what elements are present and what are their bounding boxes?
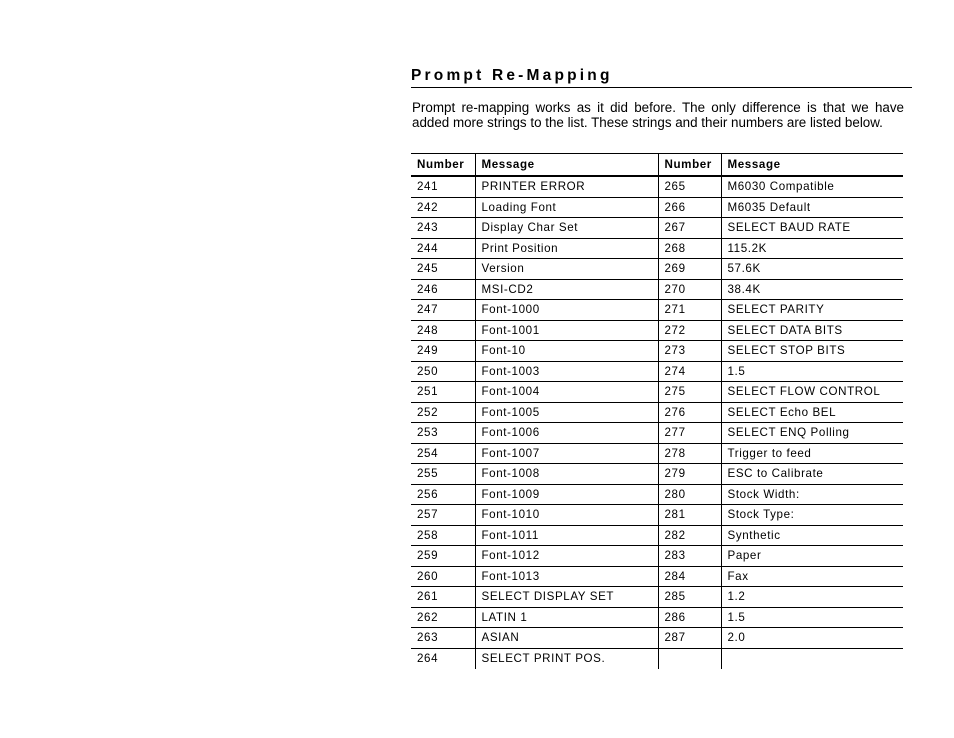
intro-paragraph: Prompt re-mapping works as it did before. The only difference is that we have added more strings to the list. These strings and their numbers are listed below.	[412, 100, 904, 130]
cell-number-right: 285	[658, 587, 721, 608]
cell-message-left: Font-1008	[475, 464, 658, 485]
cell-message-left: Display Char Set	[475, 218, 658, 239]
cell-number-left: 253	[411, 423, 475, 444]
cell-message-left: Font-1006	[475, 423, 658, 444]
cell-number-left: 249	[411, 341, 475, 362]
cell-number-left: 243	[411, 218, 475, 239]
cell-message-left: Font-1012	[475, 546, 658, 567]
cell-message-right: 2.0	[721, 628, 903, 649]
cell-message-right: ESC to Calibrate	[721, 464, 903, 485]
cell-message-right: Stock Width:	[721, 484, 903, 505]
cell-number-right: 282	[658, 525, 721, 546]
table-row	[411, 238, 903, 259]
cell-number-right: 279	[658, 464, 721, 485]
cell-message-left: Print Position	[475, 238, 658, 259]
cell-number-right: 284	[658, 566, 721, 587]
cell-message-right: Stock Type:	[721, 505, 903, 526]
cell-number-left: 264	[417, 652, 439, 665]
cell-number-left: 241	[411, 176, 475, 197]
cell-number-right: 274	[658, 361, 721, 382]
header-message-right: Message	[721, 154, 903, 177]
title-rule	[411, 87, 912, 88]
header-number-left: Number	[411, 154, 475, 177]
table-row	[411, 464, 903, 485]
table-row	[411, 320, 903, 341]
cell-number-right: 273	[658, 341, 721, 362]
cell-message-left: Font-1007	[475, 443, 658, 464]
cell-message-right: SELECT PARITY	[721, 300, 903, 321]
cell-message-left: Font-1003	[475, 361, 658, 382]
cell-message-left: Font-1005	[475, 402, 658, 423]
cell-number-right: 275	[658, 382, 721, 403]
cell-message-right: SELECT FLOW CONTROL	[721, 382, 903, 403]
cell-message-right: Trigger to feed	[721, 443, 903, 464]
cell-message-left: Font-1010	[475, 505, 658, 526]
cell-number-left: 262	[411, 607, 475, 628]
table-row	[411, 505, 903, 526]
table-row	[411, 546, 903, 567]
cell-message-right: 115.2K	[721, 238, 903, 259]
cell-message-right: SELECT DATA BITS	[721, 320, 903, 341]
section-title: Prompt Re-Mapping	[411, 67, 613, 84]
cell-message-left: Font-1000	[475, 300, 658, 321]
cell-number-right: 286	[658, 607, 721, 628]
table-row	[411, 566, 903, 587]
cell-number-right: 276	[658, 402, 721, 423]
cell-number-right: 272	[658, 320, 721, 341]
cell-number-left: 248	[411, 320, 475, 341]
table-row	[411, 443, 903, 464]
header-number-right: Number	[658, 154, 721, 177]
table-row	[411, 218, 903, 239]
cell-number-left: 246	[411, 279, 475, 300]
cell-message-left: ASIAN	[475, 628, 658, 649]
cell-number-left: 250	[411, 361, 475, 382]
table-row	[411, 279, 903, 300]
cell-number-right: 265	[658, 176, 721, 197]
cell-number-left: 251	[411, 382, 475, 403]
header-message-left: Message	[475, 154, 658, 177]
cell-number-right: 268	[658, 238, 721, 259]
cell-number-right: 280	[658, 484, 721, 505]
cell-number-left: 259	[411, 546, 475, 567]
cell-message-right: 57.6K	[721, 259, 903, 280]
cell-message-left: Font-1001	[475, 320, 658, 341]
cell-message-left: Loading Font	[475, 197, 658, 218]
cell-number-left: 244	[411, 238, 475, 259]
table-row	[411, 525, 903, 546]
cell-message-left: Font-10	[475, 341, 658, 362]
table-row	[411, 484, 903, 505]
cell-number-right: 283	[658, 546, 721, 567]
cell-number-right: 281	[658, 505, 721, 526]
table-row	[411, 176, 903, 197]
cell-message-right: Fax	[721, 566, 903, 587]
cell-message-left: Font-1009	[475, 484, 658, 505]
table-row	[411, 587, 903, 608]
cell-message-left: SELECT DISPLAY SET	[475, 587, 658, 608]
cell-message-left: SELECT PRINT POS.	[475, 648, 658, 669]
cell-number-right: 270	[658, 279, 721, 300]
cell-message-right: 1.5	[721, 607, 903, 628]
table-row	[411, 402, 903, 423]
cell-number-left: 261	[411, 587, 475, 608]
cell-message-right: Synthetic	[721, 525, 903, 546]
cell-message-right: SELECT Echo BEL	[721, 402, 903, 423]
table-row	[411, 648, 903, 669]
cell-number-left: 255	[411, 464, 475, 485]
cell-number-left: 242	[411, 197, 475, 218]
table-body	[411, 176, 903, 669]
prompt-remap-table	[411, 153, 903, 669]
cell-number-left: 260	[411, 566, 475, 587]
cell-number-right: 277	[658, 423, 721, 444]
table-row	[411, 197, 903, 218]
cell-number-left: 256	[411, 484, 475, 505]
cell-number-right: 271	[658, 300, 721, 321]
cell-message-right: SELECT ENQ Polling	[721, 423, 903, 444]
cell-message-left: Font-1004	[475, 382, 658, 403]
cell-message-right: SELECT BAUD RATE	[721, 218, 903, 239]
table-row	[411, 423, 903, 444]
cell-message-right: 1.5	[721, 361, 903, 382]
table-row	[411, 259, 903, 280]
cell-message-left: LATIN 1	[475, 607, 658, 628]
cell-message-left: MSI-CD2	[475, 279, 658, 300]
cell-message-right: SELECT STOP BITS	[721, 341, 903, 362]
cell-number-left: 257	[411, 505, 475, 526]
cell-number-left: 258	[411, 525, 475, 546]
cell-number-left: 254	[411, 443, 475, 464]
cell-message-left: Font-1011	[475, 525, 658, 546]
cell-number-left: 263	[411, 628, 475, 649]
cell-message-left: Font-1013	[475, 566, 658, 587]
cell-number-left: 247	[411, 300, 475, 321]
cell-number-right	[658, 648, 721, 669]
cell-message-right: 1.2	[721, 587, 903, 608]
table-row	[411, 300, 903, 321]
cell-number-right: 278	[658, 443, 721, 464]
cell-message-right: M6030 Compatible	[721, 176, 903, 197]
cell-message-right: M6035 Default	[721, 197, 903, 218]
cell-message-left: PRINTER ERROR	[475, 176, 658, 197]
cell-message-left: Version	[475, 259, 658, 280]
table-row	[411, 628, 903, 649]
table-row	[411, 361, 903, 382]
cell-message-right: Paper	[721, 546, 903, 567]
cell-number-right: 266	[658, 197, 721, 218]
cell-number-left: 245	[411, 259, 475, 280]
cell-message-right	[721, 648, 903, 669]
cell-message-right: 38.4K	[721, 279, 903, 300]
table-row	[411, 607, 903, 628]
table-row	[411, 382, 903, 403]
cell-number-left: 252	[411, 402, 475, 423]
cell-number-right: 267	[658, 218, 721, 239]
cell-number-right: 269	[658, 259, 721, 280]
table-row	[411, 341, 903, 362]
cell-number-right: 287	[658, 628, 721, 649]
table-header-row	[411, 154, 903, 177]
